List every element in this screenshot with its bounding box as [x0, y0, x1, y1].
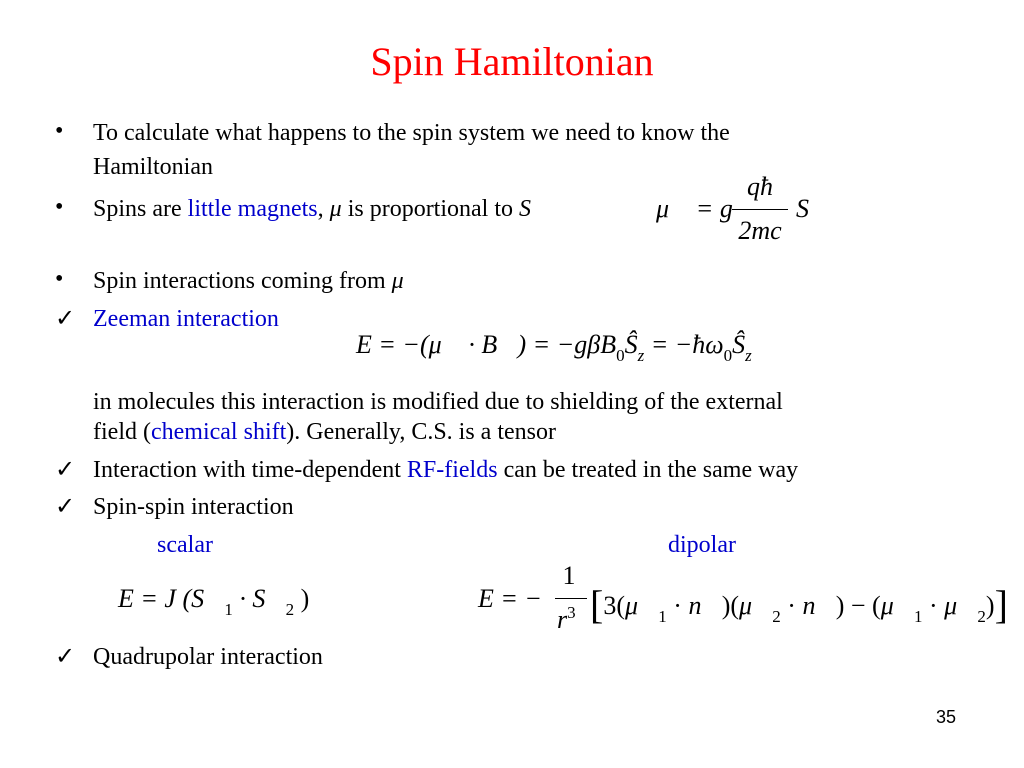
check-marker: ✓: [55, 457, 76, 483]
dot: ·: [780, 591, 803, 620]
mu-vector: μ⃗: [625, 591, 659, 620]
subscript-two: 2: [977, 607, 986, 626]
bullet-marker: •: [55, 194, 64, 220]
mu-equation-lhs: μ⃗ = g: [656, 194, 733, 223]
dot: ·: [922, 591, 945, 620]
paren: ): [985, 591, 995, 620]
s-hat: Ŝ: [732, 330, 746, 359]
dipolar-denominator: [557, 605, 576, 635]
zeeman-equation-main: E = −(μ⃗ · B⃗) = −gβB: [356, 330, 617, 359]
subscript-one: 1: [913, 607, 923, 626]
text-segment: Interaction with time-dependent: [93, 457, 407, 483]
highlight-term: chemical shift: [150, 419, 287, 445]
dot: ·: [666, 591, 689, 620]
term-three: 3(: [603, 591, 625, 620]
zeeman-label: Zeeman interaction: [93, 306, 279, 332]
mu-equation-denominator: 2mc: [738, 216, 782, 245]
quadrupolar-label: Quadrupolar interaction: [93, 644, 323, 670]
text-segment: can be treated in the same way: [497, 457, 799, 483]
dipolar-equation-lhs: E = −: [478, 584, 542, 613]
scalar-equation-mid: · S⃗: [232, 584, 286, 613]
fraction-bar: [555, 598, 587, 599]
subscript-z: z: [745, 346, 752, 365]
mu-symbol: μ: [391, 268, 404, 294]
mu-equation-numerator: qħ: [747, 172, 773, 201]
scalar-equation-main: E = J (S⃗: [118, 584, 225, 613]
subscript-zero: 0: [723, 346, 733, 365]
text-segment: ). Generally, C.S. is a tensor: [286, 419, 556, 445]
s-symbol: S: [519, 196, 532, 222]
bullet-text: [93, 194, 531, 224]
subscript-z: z: [637, 346, 645, 365]
scalar-label: scalar: [157, 532, 213, 558]
spin-spin-label: Spin-spin interaction: [93, 494, 294, 520]
n-vector: n⃗: [802, 591, 836, 620]
chemical-shift-note-cont: [93, 417, 556, 447]
dipolar-label: dipolar: [668, 532, 736, 558]
highlight-term: little magnets: [187, 196, 318, 222]
text-segment: field (: [93, 419, 151, 445]
text-segment: ,: [317, 196, 330, 222]
dipolar-equation-body: [590, 577, 1008, 627]
s-hat: Ŝ: [624, 330, 638, 359]
check-marker: ✓: [55, 494, 76, 520]
check-marker: ✓: [55, 306, 76, 332]
r-symbol: r: [557, 605, 568, 634]
subscript-one: 1: [224, 600, 233, 619]
bullet-marker: •: [55, 118, 64, 144]
mu-equation-rhs: S⃗: [796, 194, 830, 223]
page-number: 35: [935, 707, 956, 727]
text-segment: Spins are: [93, 196, 188, 222]
zeeman-equation-mid: = −ħω: [644, 330, 724, 359]
close-paren: ): [294, 584, 310, 613]
subscript-zero: 0: [616, 346, 625, 365]
scalar-equation: [118, 584, 310, 619]
text-segment: is proportional to: [341, 196, 520, 222]
check-marker: ✓: [55, 644, 76, 670]
bullet-text-cont: Hamiltonian: [93, 154, 213, 180]
mu-vector: μ⃗: [880, 591, 914, 620]
fraction-bar: [732, 209, 788, 210]
mu-vector: μ⃗: [739, 591, 773, 620]
mu-symbol: μ: [329, 196, 342, 222]
left-bracket: [: [590, 582, 604, 627]
rf-text: [93, 455, 798, 485]
bullet-text: [93, 266, 404, 296]
subscript-two: 2: [772, 607, 781, 626]
subscript-two: 2: [285, 600, 295, 619]
right-bracket: ]: [994, 582, 1008, 627]
chemical-shift-note: in molecules this interaction is modified due to shielding of the external: [93, 389, 783, 415]
highlight-term: RF-fields: [406, 457, 498, 483]
mu-vector: μ⃗: [944, 591, 978, 620]
zeeman-equation: [356, 330, 752, 365]
bullet-text: To calculate what happens to the spin system we need to know the: [93, 120, 730, 146]
n-vector: n⃗: [688, 591, 722, 620]
paren: ) − (: [835, 591, 881, 620]
dipolar-numerator: 1: [562, 561, 576, 590]
paren: )(: [721, 591, 740, 620]
text-segment: Spin interactions coming from: [93, 268, 392, 294]
bullet-marker: •: [55, 266, 64, 292]
superscript-three: 3: [567, 603, 576, 622]
subscript-one: 1: [658, 607, 667, 626]
page-title: Spin Hamiltonian: [370, 39, 654, 84]
